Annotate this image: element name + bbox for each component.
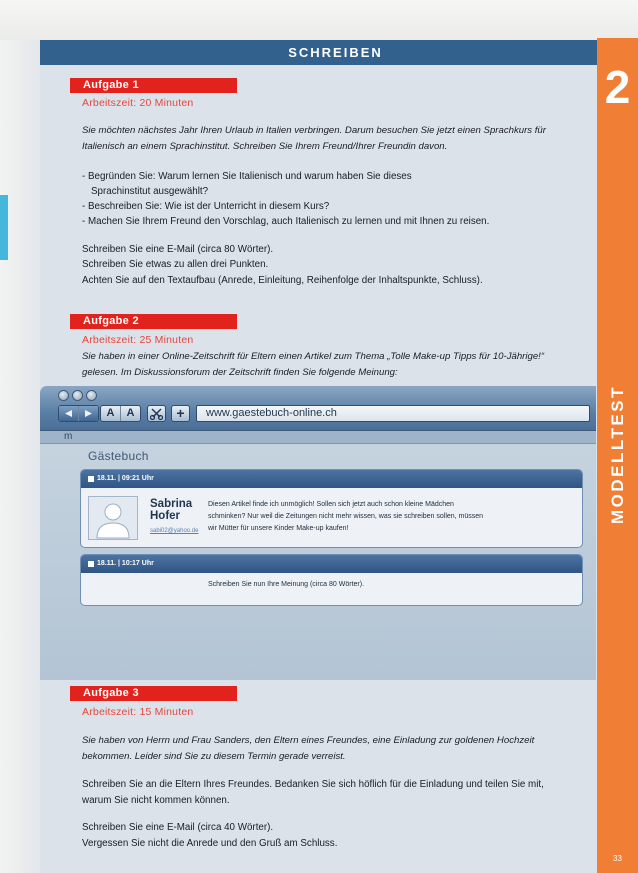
browser-toolbar xyxy=(40,386,596,430)
window-minimize-icon[interactable] xyxy=(72,390,83,401)
entry-message xyxy=(208,499,483,535)
chapter-number: 2 xyxy=(604,61,631,113)
point-item-continuation: Sprachinstitut ausgewählt? xyxy=(91,185,209,197)
task-1-time: Arbeitszeit: 20 Minuten xyxy=(82,97,194,109)
assignment-line: warum Sie nicht kommen können. xyxy=(82,794,230,806)
situation-line: bekommen. Leider sind Sie zu diesem Termin gerade verreist. xyxy=(82,751,346,762)
bookmarks-icon[interactable]: m xyxy=(64,431,73,442)
back-button[interactable] xyxy=(59,406,79,421)
task-3-situation xyxy=(82,733,534,765)
instruction-line: Achten Sie auf den Textaufbau (Anrede, Einleitung, Reihenfolge der Inhaltspunkte, Schluss). xyxy=(82,274,483,286)
task-1-points xyxy=(82,169,489,229)
side-tab xyxy=(597,38,638,873)
page-left-margin xyxy=(0,40,40,873)
bookmarks-bar xyxy=(40,430,596,444)
avatar xyxy=(88,496,138,540)
situation-line: Sie haben in einer Online-Zeitschrift für Eltern einen Artikel zum Thema „Tolle Make-up Tipps für 10-Jährige!“ xyxy=(82,351,545,362)
color-marker xyxy=(0,195,8,260)
text-size-group xyxy=(100,405,141,422)
chapter-label: MODELLTEST xyxy=(608,385,627,525)
task-3-instructions xyxy=(82,820,337,851)
text-smaller-button[interactable]: A xyxy=(101,406,121,421)
assignment-line: Schreiben Sie an die Eltern Ihres Freundes. Bedanken Sie sich höflich für die Einladung und teilen Sie mit, xyxy=(82,779,544,790)
window-close-icon[interactable] xyxy=(58,390,69,401)
scissors-button-face xyxy=(148,406,165,421)
section-banner xyxy=(40,40,597,65)
message-line: wir Mütter für unsere Kinder Make-up kaufen! xyxy=(208,525,349,532)
section-title: SCHREIBEN xyxy=(288,45,383,60)
entry-date: 18.11. | 09:21 Uhr xyxy=(97,475,154,482)
point-item: - Begründen Sie: Warum lernen Sie Italienisch und warum haben Sie dieses xyxy=(82,170,412,182)
add-bookmark-button[interactable] xyxy=(171,405,190,422)
situation-line: gelesen. Im Diskussionsforum der Zeitschrift finden Sie folgende Meinung: xyxy=(82,367,398,378)
entry-header xyxy=(81,555,582,573)
history-nav-group xyxy=(58,405,99,422)
entry-marker-icon xyxy=(88,476,94,482)
instruction-line: Schreiben Sie etwas zu allen drei Punkten. xyxy=(82,259,269,270)
task-2-time: Arbeitszeit: 25 Minuten xyxy=(82,334,194,346)
message-line: Schreiben Sie nun Ihre Meinung (circa 80 Wörter). xyxy=(208,581,365,588)
scissors-button[interactable] xyxy=(147,405,166,422)
avatar-icon xyxy=(89,497,137,539)
point-item: - Beschreiben Sie: Wie ist der Unterricht in diesem Kurs? xyxy=(82,200,330,212)
forward-button[interactable] xyxy=(79,406,98,421)
task-1-situation xyxy=(82,123,546,155)
forward-arrow-icon xyxy=(84,409,93,418)
situation-line: Sie möchten nächstes Jahr Ihren Urlaub in Italien verbringen. Darum besuchen Sie jetzt einen Sprachkurs für xyxy=(82,125,546,136)
situation-line: Sie haben von Herrn und Frau Sanders, den Eltern eines Freundes, eine Einladung zur goldenen Hochzeit xyxy=(82,735,535,746)
author-email-link[interactable]: sabi02@yahoo.de xyxy=(150,528,199,534)
situation-line: Italienisch an einem Sprachinstitut. Schreiben Sie Ihrem Freund/Ihrer Freundin davon. xyxy=(82,141,448,152)
point-item: - Machen Sie Ihrem Freund den Vorschlag, auch Italienisch zu lernen und mit Ihnen zu reisen. xyxy=(82,215,490,227)
task-3-assignment xyxy=(82,777,544,808)
scissors-icon xyxy=(150,408,163,420)
page-number: 33 xyxy=(613,854,622,863)
message-line: schminken? Nur weil die Zeitungen nicht mehr wissen, was sie schreiben sollen, müssen xyxy=(208,513,484,520)
browser-window xyxy=(40,386,596,680)
task-1-heading: Aufgabe 1 xyxy=(70,78,237,93)
message-line: Diesen Artikel finde ich unmöglich! Sollen sich jetzt auch schon kleine Mädchen xyxy=(208,501,454,508)
guestbook-entry xyxy=(80,554,583,606)
page-title: Gästebuch xyxy=(88,449,149,463)
task-1-instructions xyxy=(82,242,483,289)
task-2-heading: Aufgabe 2 xyxy=(70,314,237,329)
page-top-margin xyxy=(0,0,638,40)
instruction-line: Schreiben Sie eine E-Mail (circa 80 Wörter). xyxy=(82,243,274,255)
guestbook-page xyxy=(40,444,596,680)
address-bar[interactable]: www.gaestebuch-online.ch xyxy=(196,405,590,422)
guestbook-entry xyxy=(80,469,583,548)
add-bookmark-label: + xyxy=(176,405,185,421)
entry-marker-icon xyxy=(88,561,94,567)
window-zoom-icon[interactable] xyxy=(86,390,97,401)
task-3-time: Arbeitszeit: 15 Minuten xyxy=(82,706,194,718)
task-3-heading: Aufgabe 3 xyxy=(70,686,237,701)
instruction-line: Schreiben Sie eine E-Mail (circa 40 Wörter). xyxy=(82,822,274,833)
instruction-line: Vergessen Sie nicht die Anrede und den Gruß am Schluss. xyxy=(82,837,338,849)
text-larger-button[interactable]: A xyxy=(126,407,135,419)
back-arrow-icon xyxy=(64,409,73,418)
entry-header xyxy=(81,470,582,488)
entry-date: 18.11. | 10:17 Uhr xyxy=(97,560,154,567)
entry-message xyxy=(208,579,364,591)
entry-author: Sabrina Hofer xyxy=(150,498,193,522)
task-2-situation xyxy=(82,349,544,381)
